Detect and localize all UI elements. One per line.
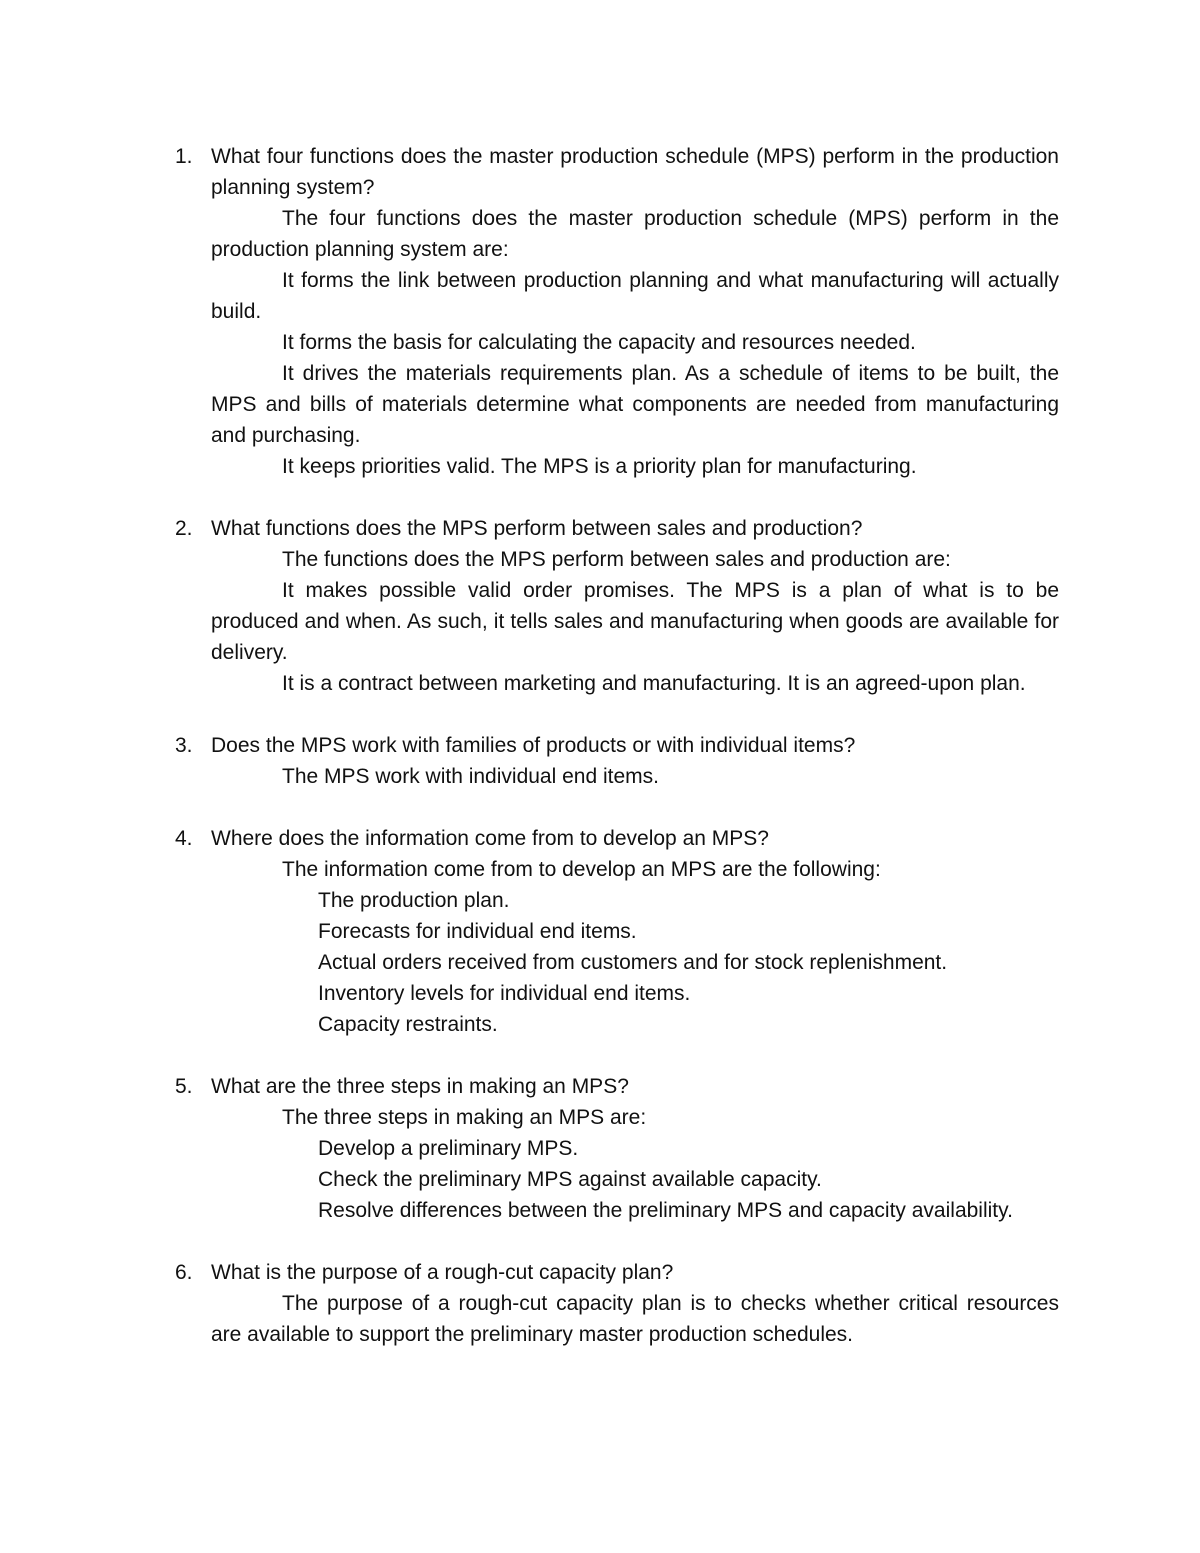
question-list bbox=[175, 141, 1059, 1381]
question-item-4 bbox=[175, 823, 1059, 1040]
question-number: 5. bbox=[175, 1075, 193, 1098]
question-text: Does the MPS work with families of products or with individual items? bbox=[211, 734, 856, 757]
answer-point: It forms the basis for calculating the capacity and resources needed. bbox=[282, 331, 916, 354]
question-text: What is the purpose of a rough-cut capacity plan? bbox=[211, 1261, 674, 1284]
answer-subitem: Capacity restraints. bbox=[318, 1013, 498, 1036]
answer-subitem: Actual orders received from customers and for stock replenishment. bbox=[318, 951, 948, 974]
answer-subitem: Resolve differences between the preliminary MPS and capacity availability. bbox=[318, 1199, 1013, 1222]
answer-point: It drives the materials requirements plan. As a schedule of items to be built, the MPS and bills of materials determine what components are needed from manufacturing and purchasing. bbox=[211, 362, 1059, 447]
answer-subitem: The production plan. bbox=[318, 889, 510, 912]
answer-intro: The four functions does the master production schedule (MPS) perform in the production planning system are: bbox=[211, 207, 1059, 261]
question-item-1 bbox=[175, 141, 1059, 482]
answer-intro: The functions does the MPS perform between sales and production are: bbox=[282, 548, 951, 571]
answer-point: It makes possible valid order promises. The MPS is a plan of what is to be produced and when. As such, it tells sales and manufacturing when goods are available for delivery. bbox=[211, 579, 1059, 664]
answer-intro: The purpose of a rough-cut capacity plan is to checks whether critical resources are available to support the preliminary master production schedules. bbox=[211, 1292, 1059, 1346]
answer-point: It forms the link between production planning and what manufacturing will actually build. bbox=[211, 269, 1059, 323]
question-number: 2. bbox=[175, 517, 193, 540]
answer-point: It is a contract between marketing and manufacturing. It is an agreed-upon plan. bbox=[282, 672, 1026, 695]
answer-subitem: Inventory levels for individual end items. bbox=[318, 982, 691, 1005]
question-text: What functions does the MPS perform between sales and production? bbox=[211, 517, 863, 540]
answer-intro: The information come from to develop an MPS are the following: bbox=[282, 858, 881, 881]
answer-subitem: Develop a preliminary MPS. bbox=[318, 1137, 579, 1160]
question-item-5 bbox=[175, 1071, 1059, 1226]
answer-intro: The MPS work with individual end items. bbox=[282, 765, 659, 788]
question-text: What are the three steps in making an MPS? bbox=[211, 1075, 629, 1098]
question-item-3 bbox=[175, 730, 1059, 792]
question-number: 3. bbox=[175, 734, 193, 757]
answer-subitem: Check the preliminary MPS against available capacity. bbox=[318, 1168, 822, 1191]
question-number: 1. bbox=[175, 145, 193, 168]
answer-subitem: Forecasts for individual end items. bbox=[318, 920, 637, 943]
question-number: 4. bbox=[175, 827, 193, 850]
question-item-2 bbox=[175, 513, 1059, 699]
answer-point: It keeps priorities valid. The MPS is a priority plan for manufacturing. bbox=[282, 455, 917, 478]
question-text: Where does the information come from to develop an MPS? bbox=[211, 827, 769, 850]
question-item-6 bbox=[175, 1257, 1059, 1350]
question-text: What four functions does the master production schedule (MPS) perform in the production planning system? bbox=[211, 145, 1059, 199]
question-number: 6. bbox=[175, 1261, 193, 1284]
answer-intro: The three steps in making an MPS are: bbox=[282, 1106, 647, 1129]
